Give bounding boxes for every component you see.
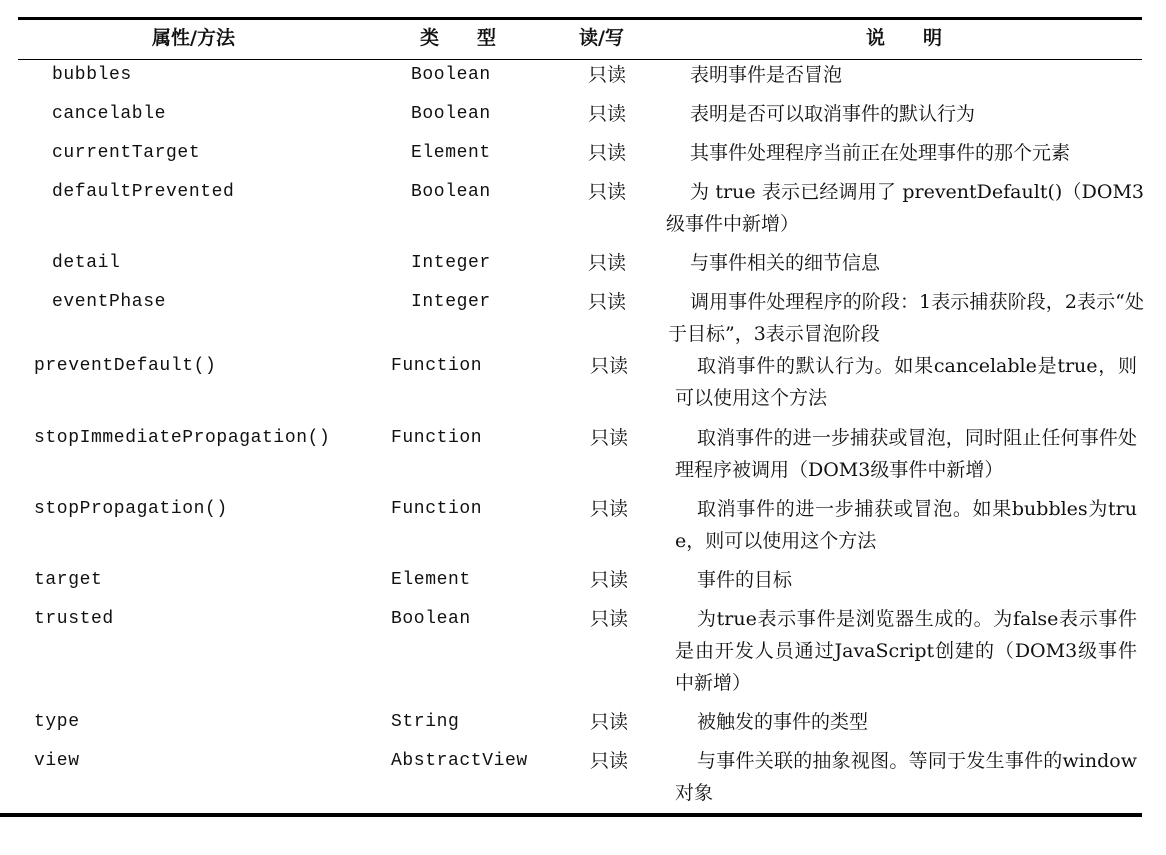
- row-description: 为 true 表示已经调用了 preventDefault()（DOM3级事件中新增）: [666, 181, 1144, 235]
- row-name: detail: [52, 253, 121, 273]
- row-access: 只读: [588, 252, 627, 274]
- row-type: Function: [391, 428, 483, 448]
- row-description: 其事件处理程序当前正在处理事件的那个元素: [690, 142, 1071, 164]
- row-access: 只读: [590, 608, 629, 630]
- row-description: 为true表示事件是浏览器生成的。为false表示事件是由开发人员通过JavaScript创建的（DOM3级事件中新增）: [675, 608, 1137, 694]
- row-type: Element: [391, 570, 471, 590]
- row-access: 只读: [590, 750, 629, 772]
- header-access: 读/写: [579, 27, 624, 49]
- row-type: AbstractView: [391, 751, 528, 771]
- row-access: 只读: [590, 711, 629, 733]
- row-type: Boolean: [411, 104, 491, 124]
- row-type: String: [391, 712, 460, 732]
- row-type: Function: [391, 356, 483, 376]
- row-access: 只读: [588, 291, 627, 313]
- row-access: 只读: [590, 498, 629, 520]
- row-name: defaultPrevented: [52, 182, 235, 202]
- row-access: 只读: [590, 355, 629, 377]
- row-type: Integer: [411, 292, 491, 312]
- row-name: cancelable: [52, 104, 167, 124]
- row-name: bubbles: [52, 65, 132, 85]
- table-top-rule: [18, 17, 1142, 20]
- row-name: type: [34, 712, 80, 732]
- row-access: 只读: [590, 569, 629, 591]
- row-description: 被触发的事件的类型: [697, 711, 869, 733]
- row-type: Boolean: [411, 182, 491, 202]
- row-name: currentTarget: [52, 143, 201, 163]
- row-type: Integer: [411, 253, 491, 273]
- header-type: 类 型: [420, 27, 497, 49]
- row-access: 只读: [590, 427, 629, 449]
- row-description: 与事件关联的抽象视图。等同于发生事件的window对象: [675, 750, 1137, 804]
- row-description: 表明事件是否冒泡: [690, 64, 843, 86]
- row-description: 表明是否可以取消事件的默认行为: [690, 103, 976, 125]
- row-description: 事件的目标: [697, 569, 793, 591]
- row-description: 取消事件的默认行为。如果cancelable是true，则可以使用这个方法: [675, 355, 1137, 409]
- table-bottom-rule: [0, 813, 1142, 817]
- row-name: eventPhase: [52, 292, 167, 312]
- row-name: stopImmediatePropagation(): [34, 428, 331, 448]
- row-access: 只读: [588, 103, 627, 125]
- header-name: 属性/方法: [152, 27, 235, 49]
- header-description: 说 明: [866, 27, 943, 49]
- row-type: Element: [411, 143, 491, 163]
- row-description: 取消事件的进一步捕获或冒泡。如果bubbles为true，则可以使用这个方法: [675, 498, 1137, 552]
- row-access: 只读: [588, 181, 627, 203]
- row-type: Boolean: [411, 65, 491, 85]
- row-type: Boolean: [391, 609, 471, 629]
- row-name: view: [34, 751, 80, 771]
- row-name: trusted: [34, 609, 114, 629]
- row-type: Function: [391, 499, 483, 519]
- row-access: 只读: [588, 142, 627, 164]
- row-name: target: [34, 570, 103, 590]
- row-description: 调用事件处理程序的阶段：1表示捕获阶段，2表示“处于目标”，3表示冒泡阶段: [668, 291, 1144, 345]
- row-name: preventDefault(): [34, 356, 217, 376]
- row-name: stopPropagation(): [34, 499, 228, 519]
- row-description: 取消事件的进一步捕获或冒泡，同时阻止任何事件处理程序被调用（DOM3级事件中新增）: [675, 427, 1137, 481]
- row-access: 只读: [588, 64, 627, 86]
- row-description: 与事件相关的细节信息: [690, 252, 881, 274]
